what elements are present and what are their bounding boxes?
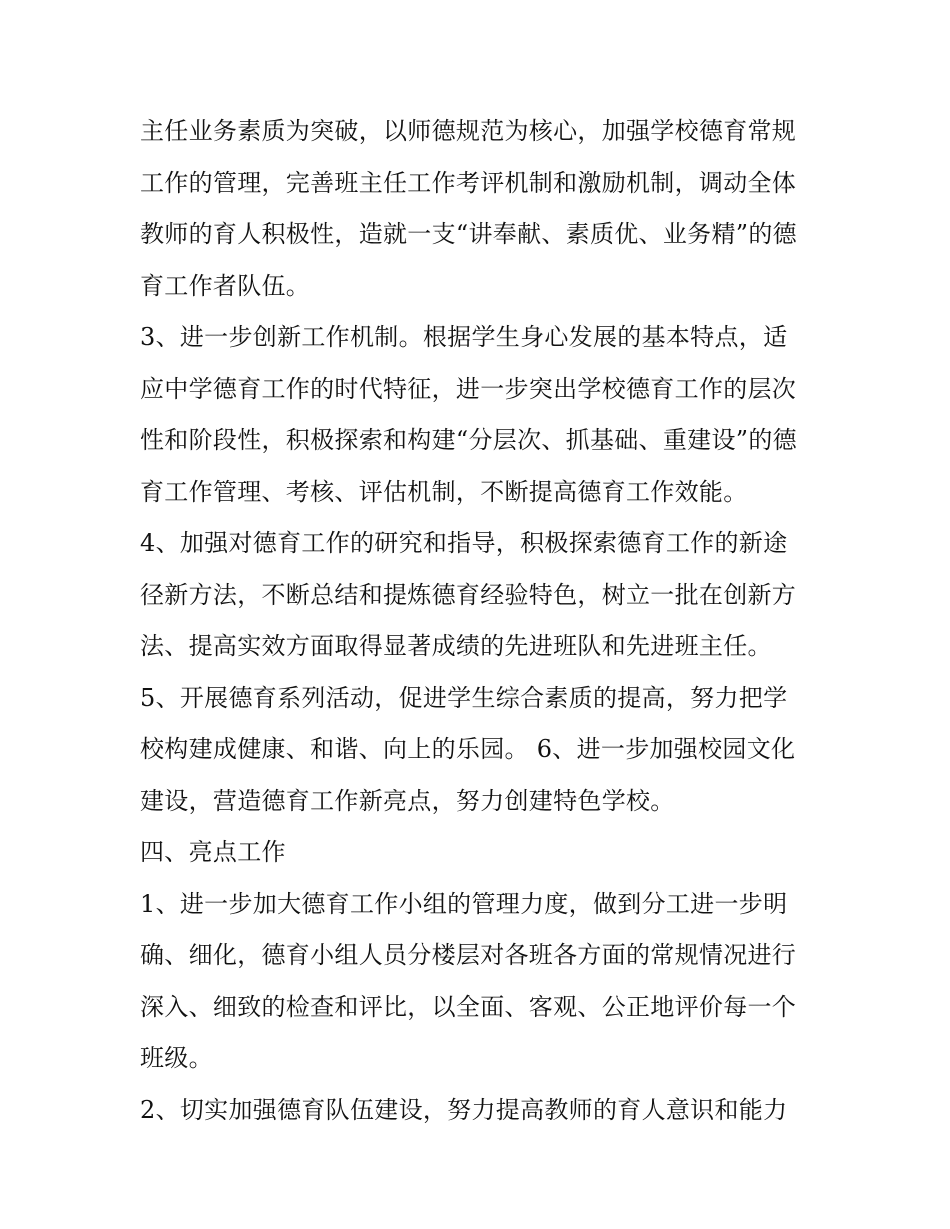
text-line: 应中学德育工作的时代特征，进一步突出学校德育工作的层次	[140, 374, 797, 403]
text-line: 班级。	[140, 1044, 213, 1072]
text-line: 教师的育人积极性，造就一支“讲奉献、素质优、业务精”的德	[140, 220, 797, 248]
text-line: 校构建成健康、和谐、向上的乐园。 6、进一步加强校园文化	[140, 735, 796, 763]
text-line: 径新方法，不断总结和提炼德育经验特色，树立一批在创新方	[140, 580, 797, 609]
text-line: 育工作管理、考核、评估机制，不断提高德育工作效能。	[140, 477, 748, 506]
document-body	[140, 106, 820, 1136]
section-heading: 四、亮点工作	[140, 838, 286, 866]
text-line: 性和阶段性，积极探索和构建“分层次、抓基础、重建设”的德	[140, 426, 797, 454]
text-line: 深入、细致的检查和评比，以全面、客观、公正地评价每一个	[140, 992, 797, 1021]
text-line: 3、进一步创新工作机制。根据学生身心发展的基本特点，适	[140, 323, 788, 351]
text-line: 2、切实加强德育队伍建设，努力提高教师的育人意识和能力	[140, 1095, 788, 1124]
text-line: 主任业务素质为突破，以师德规范为核心，加强学校德育常规	[140, 117, 797, 145]
text-line: 4、加强对德育工作的研究和指导，积极探索德育工作的新途	[140, 529, 788, 557]
text-line: 法、提高实效方面取得显著成绩的先进班队和先进班主任。	[140, 632, 772, 660]
text-line: 建设，营造德育工作新亮点，努力创建特色学校。	[140, 786, 675, 815]
text-line: 确、细化，德育小组人员分楼层对各班各方面的常规情况进行	[140, 941, 797, 969]
text-line: 1、进一步加大德育工作小组的管理力度，做到分工进一步明	[140, 889, 788, 918]
text-line: 工作的管理，完善班主任工作考评机制和激励机制，调动全体	[140, 168, 797, 197]
text-line: 育工作者队伍。	[140, 271, 311, 300]
text-line: 5、开展德育系列活动，促进学生综合素质的提高，努力把学	[140, 683, 788, 712]
